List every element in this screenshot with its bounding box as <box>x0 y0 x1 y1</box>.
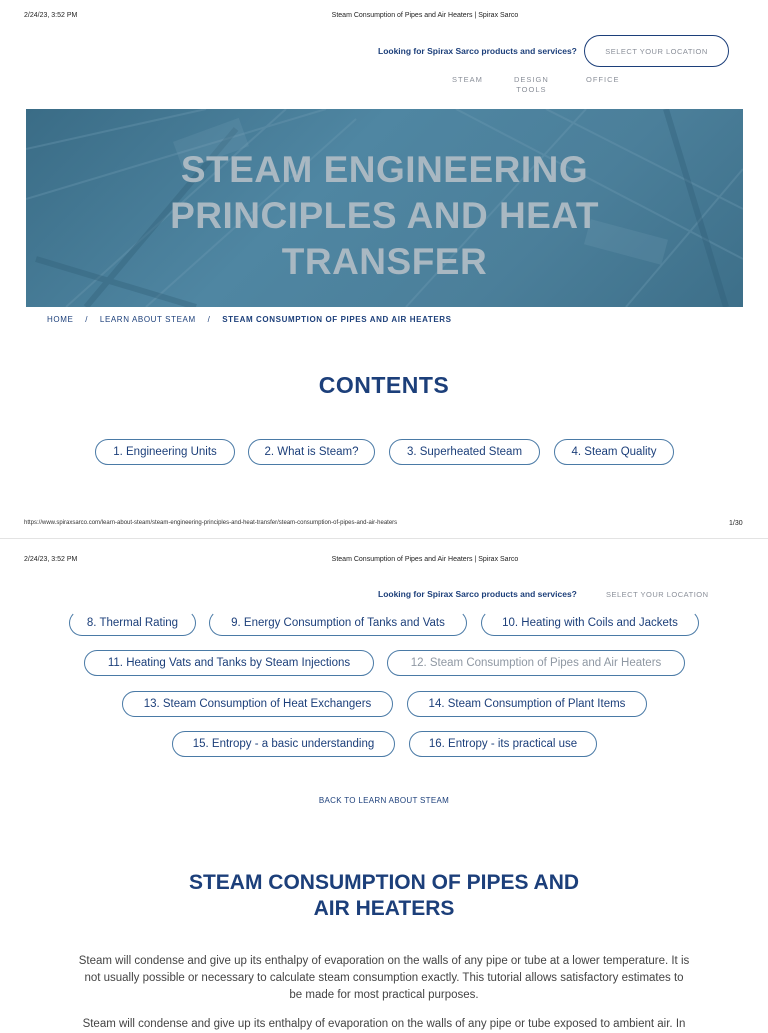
contents-item-1[interactable]: 1. Engineering Units <box>95 439 235 465</box>
contents-item-8[interactable]: 8. Thermal Rating <box>69 610 196 636</box>
contents-title: CONTENTS <box>318 372 450 398</box>
hero-title <box>26 147 743 285</box>
print-page-number: 1/30 <box>729 520 743 527</box>
looking-for-products-link-page2[interactable]: Looking for Spirax Sarco products and services? <box>378 589 577 599</box>
print-datetime: 2/24/23, 3:52 PM <box>24 12 78 19</box>
article-title-line2: AIR HEATERS <box>313 897 455 920</box>
contents-item-10[interactable]: 10. Heating with Coils and Jackets <box>481 610 699 636</box>
breadcrumb-separator: / <box>207 315 211 324</box>
article-paragraph-1-line2: not usually possible or necessary to calculate steam consumption exactly. This tutorial allows satisfactory estimates to <box>84 972 684 984</box>
breadcrumb-home[interactable]: HOME <box>47 315 74 324</box>
hero-banner <box>26 109 743 307</box>
contents-item-4[interactable]: 4. Steam Quality <box>554 439 674 465</box>
print-url: https://www.spiraxsarco.com/learn-about-steam/steam-engineering-principles-and-heat-transfer/steam-consumption-of-pipes-and-air-heaters <box>24 520 398 526</box>
back-to-learn-about-steam-link[interactable]: BACK TO LEARN ABOUT STEAM <box>318 796 450 805</box>
article-title <box>0 870 768 922</box>
contents-item-2[interactable]: 2. What is Steam? <box>248 439 375 465</box>
contents-item-3[interactable]: 3. Superheated Steam <box>389 439 540 465</box>
hero-title-line1: STEAM ENGINEERING <box>180 149 589 190</box>
contents-item-11[interactable]: 11. Heating Vats and Tanks by Steam Injections <box>84 650 374 676</box>
article-paragraph-1-line3: be made for most practical purposes. <box>289 989 479 1001</box>
print-doc-title: Steam Consumption of Pipes and Air Heaters | Spirax Sarco <box>331 12 519 19</box>
nav-design-tools-line2: TOOLS <box>516 85 547 94</box>
page-break <box>0 538 768 539</box>
contents-item-12-current[interactable]: 12. Steam Consumption of Pipes and Air Heaters <box>387 650 685 676</box>
nav-design-tools-line1: DESIGN <box>514 75 549 84</box>
breadcrumb-separator: / <box>85 315 89 324</box>
contents-item-15[interactable]: 15. Entropy - a basic understanding <box>172 731 395 757</box>
article-paragraph-2: Steam will condense and give up its enthalpy of evaporation on the walls of any pipe or tube exposed to ambient air. In <box>82 1018 686 1030</box>
article-title-line1: STEAM CONSUMPTION OF PIPES AND <box>188 871 580 894</box>
article-paragraph-1 <box>72 953 696 1004</box>
contents-item-16[interactable]: 16. Entropy - its practical use <box>409 731 597 757</box>
breadcrumb-current: STEAM CONSUMPTION OF PIPES AND AIR HEATERS <box>222 315 452 324</box>
breadcrumb-learn-about-steam[interactable]: LEARN ABOUT STEAM <box>99 315 196 324</box>
article-paragraph-1-line1: Steam will condense and give up its enthalpy of evaporation on the walls of any pipe or tube at a lower temperature. It is <box>78 955 690 967</box>
breadcrumb <box>47 315 461 324</box>
looking-for-products-link[interactable]: Looking for Spirax Sarco products and services? <box>378 46 577 56</box>
nav-steam[interactable]: STEAM <box>452 75 483 84</box>
contents-item-9[interactable]: 9. Energy Consumption of Tanks and Vats <box>209 610 467 636</box>
contents-item-13[interactable]: 13. Steam Consumption of Heat Exchangers <box>122 691 393 717</box>
print-doc-title-page2: Steam Consumption of Pipes and Air Heaters | Spirax Sarco <box>331 556 519 563</box>
select-location-button-page2[interactable]: SELECT YOUR LOCATION <box>606 590 709 599</box>
nav-design-tools[interactable] <box>514 75 549 95</box>
nav-office[interactable]: OFFICE <box>586 75 620 84</box>
select-location-button[interactable]: SELECT YOUR LOCATION <box>584 35 729 67</box>
hero-title-line2: PRINCIPLES AND HEAT <box>170 195 599 236</box>
contents-item-14[interactable]: 14. Steam Consumption of Plant Items <box>407 691 647 717</box>
print-datetime-page2: 2/24/23, 3:52 PM <box>24 556 78 563</box>
hero-title-line3: TRANSFER <box>281 241 488 282</box>
